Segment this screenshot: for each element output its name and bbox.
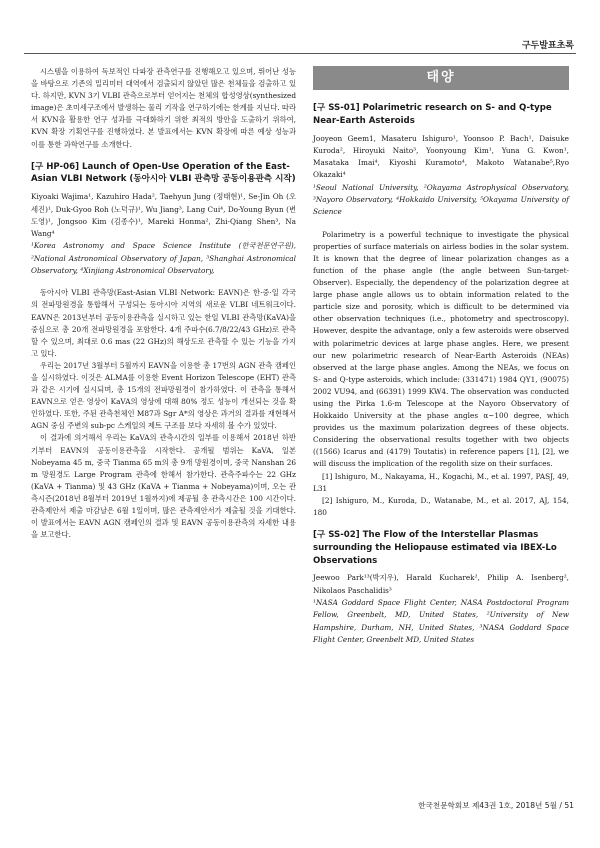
page-footer: 한국천문학회보 제43권 1호, 2018년 5월 / 51 — [418, 801, 574, 810]
ss02-authors: Jeewoo Park¹³(박지우), Harald Kucharek², Philip A. Isenberg², Nikolaos Paschalidis³ — [313, 573, 569, 595]
right-column — [313, 66, 569, 656]
section-header-label: 구두발표초록 — [521, 41, 574, 51]
ss02-affiliations: ¹NASA Goddard Space Flight Center, NASA Postdoctoral Program Fellow, Greenbelt, MD, United States, ²University of New Hampshire, Durham, NH, United States, ³NASA Goddard Space Flight Center, Greenbelt MD, United States — [313, 597, 569, 644]
ss01-references — [313, 471, 569, 519]
hp06-paragraph: 이 결과에 의거해서 우리는 KaVA의 관측시간의 일부를 이용해서 2018년 하반기부터 EAVN의 공동이용관측을 시작한다. 공개될 범위는 KaVA, 일본 Nobeyama 45 m, 중국 Tianma 65 m의 총 9개 망원경이며, 중국 Nanshan 26 m 망원경도 Large Program 관측에 한해서 참가한다. 관측주파수는 22 GHz (KaVA + Tianma) 및 43 GHz (KaVA + Tianma + Nobeyama)이며, 오는 관측시즌(2018년 8월부터 2019년 1월까지)에 제공될 총 관측시간은 100 시간이다. 관측제안서 제출 마감날은 6월 1일이며, 많은 관측제안서가 제출될 것을 기대한다. 이 발표에서는 EAVN AGN 캠페인의 결과 및 EAVN 공동이용관측의 자세한 내용을 보고한다. — [31, 433, 296, 540]
hp06-affiliations: ¹Korea Astronomy and Space Science Institute (한국천문연구원), ²National Astronomical Observatory of Japan, ³Shanghai Astronomical Observatory, ⁴Xinjiang Astronomical Observatory, — [31, 241, 296, 276]
hp06-paragraph: 우리는 2017년 3월부터 5월까지 EAVN을 이용한 총 17번의 AGN 관측 캠페인을 실시하였다. 이것은 ALMA를 이용한 Event Horizon Telescope (EHT) 관측과 같은 시기에 실시되며, 총 15개의 전파망원경이 참가하였다. 이 관측을 통해서 EAVN으로 얻은 영상이 KaVA의 영상에 대해 80% 정도 성능이 개선되는 것을 확인하였다. 또한, 주된 관측천체인 M87과 Sgr A*의 영상은 과거의 결과를 재현해서 AGN 중심 주변의 sub-pc 스케일의 제트 구조를 보다 자세히 볼 수가 있었다. — [31, 360, 296, 431]
reference-item: [1] Ishiguro, M., Nakayama, H., Kogachi, M., et al. 1997, PASJ, 49, L31 — [313, 471, 569, 493]
intro-paragraph: 시스템을 이용하여 독보적인 다파장 관측연구를 진행해오고 있으며, 뛰어난 성능을 바탕으로 기존의 밀리미터 대역에서 검출되지 않았던 많은 천체들을 검출하고 있다. 하지만, KVN 3기 VLBI 관측으로부터 얻어지는 천체의 합성영상(synthesized image)은 초미세구조에서 발생하는 물리 기작을 연구하기에는 한계를 지닌다. 따라서 KVN을 활용한 연구 성과를 극대화하기 위한 최적의 방안을 도출하기 위하여, KVN 확장 기획연구를 진행하였다. 본 발표에서는 KVN 확장에 따른 예상 성능과 이를 통한 과학연구를 소개한다. — [31, 67, 296, 149]
left-column — [31, 66, 296, 541]
header-rule — [24, 53, 576, 54]
ss01-authors: Jooyeon Geem1, Masateru Ishiguro¹, Yoonsoo P. Bach¹, Daisuke Kuroda², Hiroyuki Naito³, Yoonyoung Kim¹, Yuna G. Kwon¹, Masataka Imai⁴, Kiyoshi Kuramoto⁴, Makoto Watanabe⁵,Ryo Okazaki⁴ — [313, 133, 569, 180]
section-banner-solar: 태양 — [313, 66, 569, 90]
ss01-title: [구 SS-01] Polarimetric research on S- and Q-type Near-Earth Asteroids — [313, 103, 552, 126]
ss01-paragraph: Polarimetry is a powerful technique to investigate the physical properties of surface materials on airless bodies in the solar system. It is known that the degree of linear polarization changes as a function of the phase angle (the angle between Sun-target-Observer). Especially, the dependency of the polarization degree at large phase angle allows us to obtain information related to the particle size and porosity, which is difficult to be determined via other observation techniques (i.e., photometry and spectroscopy). However, despite the advantage, only a few asteroids were observed with polarimetric devices at large phase angles. Here, we present our new polarimetric research of Near-Earth Asteroids (NEAs) observed at the large phase angles. Among the NEAs, we focus on S- and Q-type asteroids, which include: (331471) 1984 QY1, (90075) 2002 VU94, and (66391) 1999 KW4. The observation was conducted using the Pirka 1.6-m Telescope at the Nayoro Observatory of Hokkaido University at the phase angles α~100 degree, which provides us the maximum polarization degrees of these objects. Considering the observational results together with two objects ((1566) Icarus and (4179) Toutatis) in reference papers [1], [2], we will discuss the implication of the regolith size on their surfaces. — [313, 229, 569, 469]
hp06-title: [구 HP-06] Launch of Open-Use Operation of the East-Asian VLBI Network (동아시아 VLBI 관측망 공동이용관측 시작) — [31, 161, 296, 185]
ss02-title: [구 SS-02] The Flow of the Interstellar Plasmas surrounding the Heliopause estimated via IBEX-Lo Observations — [313, 529, 557, 566]
reference-item: [2] Ishiguro, M., Kuroda, D., Watanabe, M., et al. 2017, AJ, 154, 180 — [313, 495, 569, 517]
hp06-paragraph: 동아시아 VLBI 관측망(East-Asian VLBI Network: EAVN)은 한·중·일 각국의 전파망원경을 통합해서 구성되는 동아시아 지역의 새로운 VLBI 네트워크이다. EAVN은 2013년부터 공동이용관측을 실시하고 있는 한일 VLBI 관측망(KaVA)을 중심으로 총 20개 전파망원경을 포함한다. 4개 주파수(6.7/8/22/43 GHz)로 관측할 수 있으며, 최대로 0.6 mas (22 GHz)의 해상도로 관측할 수 있는 기능을 가지고 있다. — [31, 288, 296, 358]
hp06-authors: Kiyoaki Wajima¹, Kazuhiro Hada², Taehyun Jung (정태현)¹, Se-Jin Oh (오세진)¹, Duk-Gyoo Roh (노덕규)¹, Wu Jiang³, Lang Cui⁴, Do-Young Byun (변도영)¹, Jongsoo Kim (김종수)¹, Mareki Honma², Zhi-Qiang Shen³, Na Wang⁴ — [31, 192, 296, 239]
ss01-affiliations: ¹Seoul National University, ²Okayama Astrophysical Observatory, ³Nayoro Observatory, ⁴Hokkaido University, ⁵Okayama University of Science — [313, 182, 569, 217]
